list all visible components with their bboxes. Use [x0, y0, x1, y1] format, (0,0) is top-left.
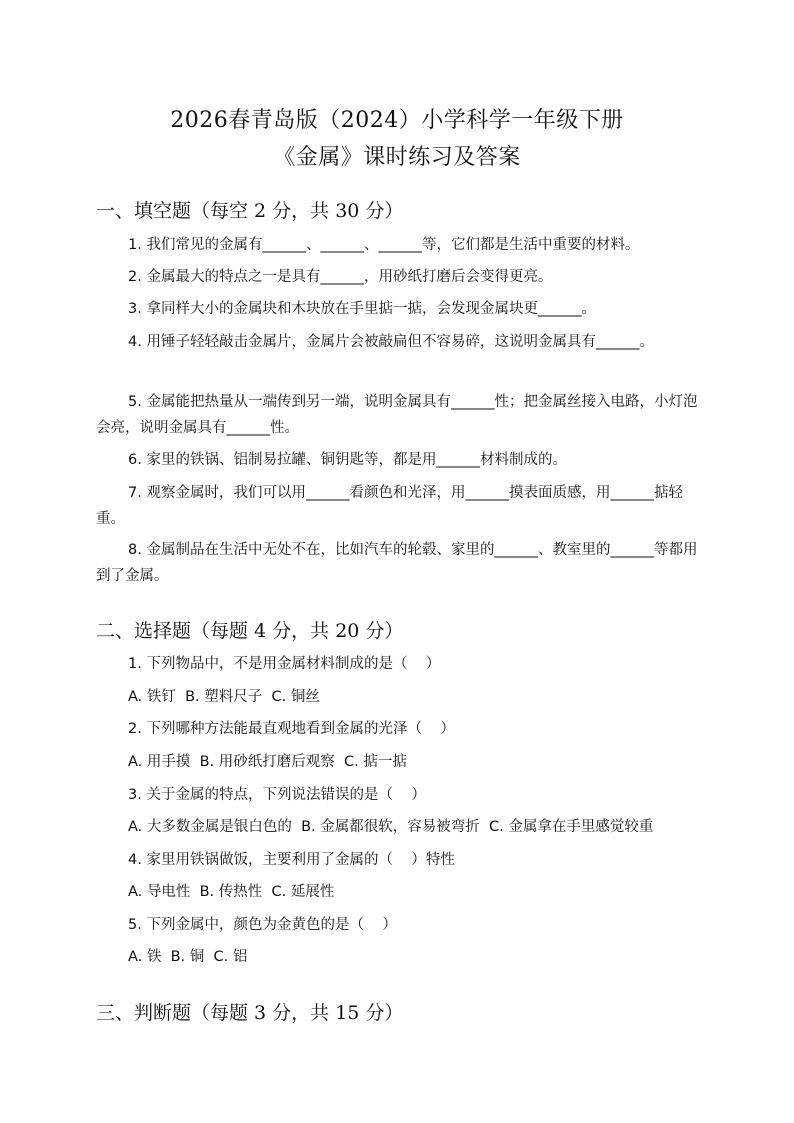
- choice-options-3: A. 大多数金属是银白色的 B. 金属都很软，容易被弯折 C. 金属拿在手里感觉较重: [128, 819, 654, 835]
- choice-question-3: 3. 关于金属的特点，下列说法错误的是（ ）: [128, 787, 426, 803]
- page-subtitle: 《金属》课时练习及答案: [273, 145, 521, 170]
- page-title: 2026春青岛版（2024）小学科学一年级下册: [170, 108, 624, 133]
- fill-blank-question-6: 6. 家里的铁锅、铝制易拉罐、铜钥匙等，都是用______材料制成的。: [128, 452, 567, 468]
- choice-options-4: A. 导电性 B. 传热性 C. 延展性: [128, 884, 335, 900]
- choice-question-4: 4. 家里用铁锅做饭，主要利用了金属的（ ）特性: [128, 852, 455, 868]
- choice-options-5: A. 铁 B. 铜 C. 铝: [128, 949, 248, 965]
- choice-options-2: A. 用手摸 B. 用砂纸打磨后观察 C. 掂一掂: [128, 754, 407, 770]
- fill-blank-question-1: 1. 我们常见的金属有______、______、______等，它们都是生活中重要的材料。: [128, 237, 640, 253]
- section-heading-true-false: 三、判断题（每题 3 分，共 15 分）: [96, 1002, 404, 1024]
- section-heading-fill-blank: 一、填空题（每空 2 分，共 30 分）: [96, 200, 404, 222]
- choice-question-1: 1. 下列物品中，不是用金属材料制成的是（ ）: [128, 656, 441, 672]
- fill-blank-question-5: 5. 金属能把热量从一端传到另一端，说明金属具有______性；把金属丝接入电路，小灯泡会亮，说明金属具有______性。: [96, 394, 698, 436]
- choice-options-1: A. 铁钉 B. 塑料尺子 C. 铜丝: [128, 689, 320, 705]
- choice-question-5: 5. 下列金属中，颜色为金黄色的是（ ）: [128, 917, 397, 933]
- choice-question-2: 2. 下列哪种方法能最直观地看到金属的光泽（ ）: [128, 721, 455, 737]
- fill-blank-question-3: 3. 拿同样大小的金属块和木块放在手里掂一掂，会发现金属块更______。: [128, 301, 596, 317]
- fill-blank-question-2: 2. 金属最大的特点之一是具有______，用砂纸打磨后会变得更亮。: [128, 269, 553, 285]
- fill-blank-question-7: 7. 观察金属时，我们可以用______看颜色和光泽，用______摸表面质感，用______掂轻重。: [96, 485, 683, 527]
- fill-blank-question-8: 8. 金属制品在生活中无处不在，比如汽车的轮毂、家里的______、教室里的______等都用到了金属。: [96, 542, 698, 584]
- section-heading-multiple-choice: 二、选择题（每题 4 分，共 20 分）: [96, 620, 404, 642]
- fill-blank-question-4: 4. 用锤子轻轻敲击金属片，金属片会被敲扁但不容易碎，这说明金属具有______。: [128, 334, 654, 350]
